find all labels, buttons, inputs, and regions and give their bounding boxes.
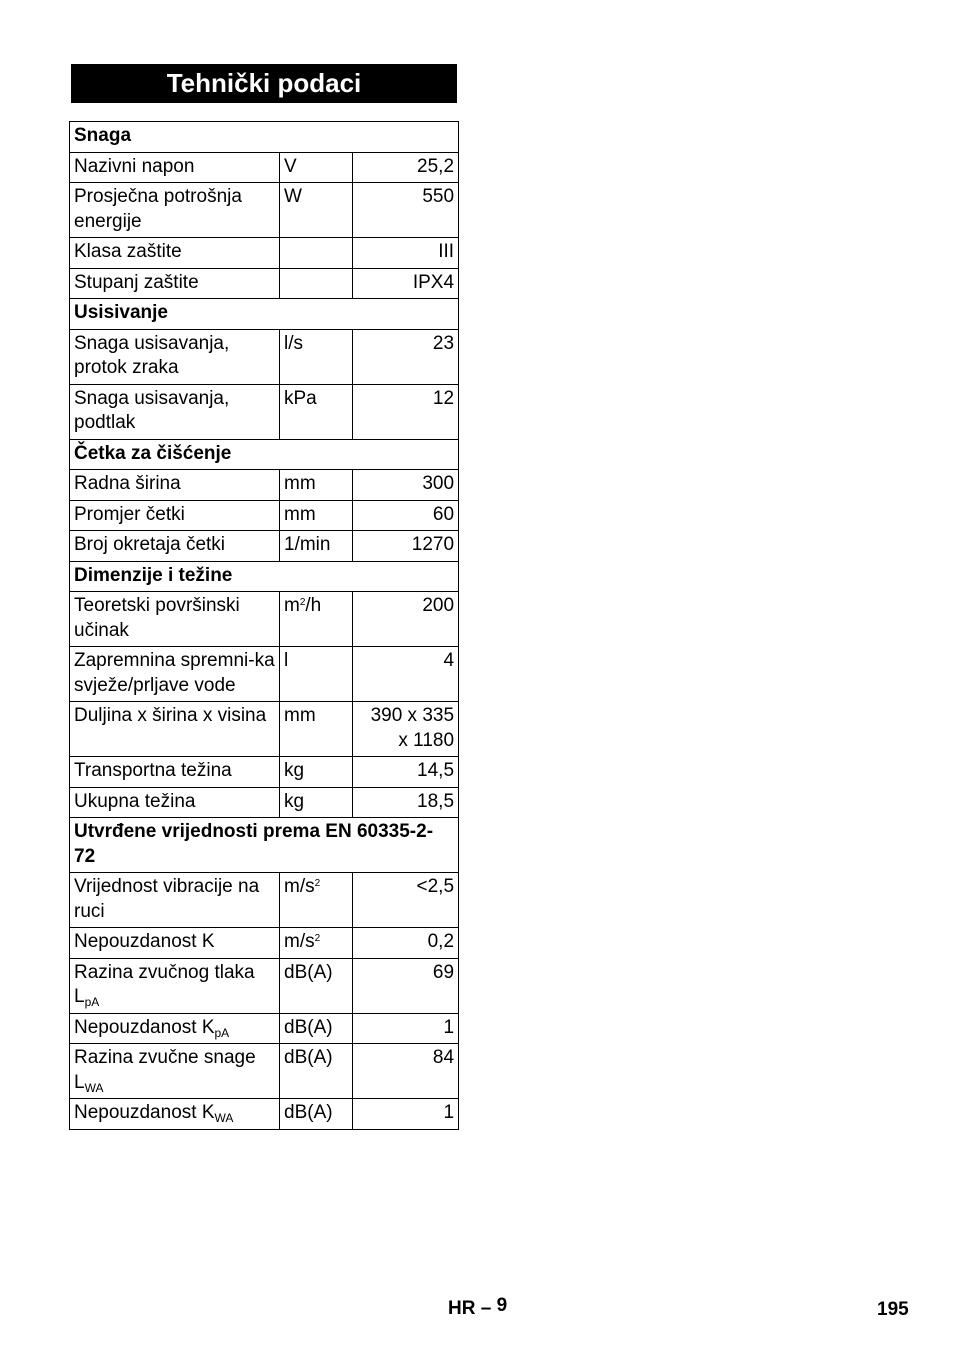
table-row [70, 1099, 459, 1130]
table-row [70, 152, 459, 183]
row-label: Duljina x širina x visina [74, 705, 267, 726]
row-label-cell [70, 592, 280, 647]
row-label-cell [70, 702, 280, 757]
row-value: 200 [353, 592, 459, 647]
row-unit-suffix: /h [305, 595, 322, 616]
row-label: Stupanj zaštite [74, 271, 199, 293]
row-value: 300 [353, 470, 459, 501]
section-header-row [70, 439, 459, 470]
row-label: Ukupna težina [74, 790, 196, 812]
table-row [70, 873, 459, 928]
row-value: <2,5 [353, 873, 459, 928]
row-label: Snaga usisavanja, protok zraka [74, 332, 230, 378]
row-label-cell [70, 873, 280, 928]
row-unit-cell [280, 1044, 353, 1099]
row-value: 14,5 [353, 757, 459, 788]
row-unit: mm [284, 503, 316, 525]
row-label-cell [70, 1099, 280, 1130]
row-label-cell [70, 152, 280, 183]
table-row [70, 702, 459, 757]
row-value: III [353, 238, 459, 269]
row-label: Razina zvučne snage L [74, 1047, 256, 1093]
footer-lang: HR [448, 1298, 476, 1319]
row-unit: m [284, 595, 300, 616]
row-value: 0,2 [353, 928, 459, 959]
row-label-cell [70, 500, 280, 531]
row-value: 4 [353, 647, 459, 702]
row-unit-cell [280, 329, 353, 384]
row-value: 390 x 335 x 1180 [353, 702, 459, 757]
row-label: Radna širina [74, 473, 181, 494]
row-label-subscript: pA [214, 1025, 230, 1040]
row-unit: dB(A) [284, 1016, 333, 1038]
row-label: Prosječna potrošnja energije [74, 186, 242, 232]
technical-data-table [69, 121, 459, 1130]
row-label-cell [70, 470, 280, 501]
table-row [70, 238, 459, 269]
table-row [70, 183, 459, 238]
row-unit: l [284, 650, 289, 671]
section-header-row [70, 122, 459, 153]
section-header-row [70, 818, 459, 873]
row-value: 550 [353, 183, 459, 238]
row-value: 69 [353, 958, 459, 1013]
row-unit-superscript: 2 [299, 597, 306, 608]
table-row [70, 928, 459, 959]
row-label: Klasa zaštite [74, 241, 182, 262]
row-unit: dB(A) [284, 1102, 333, 1123]
row-unit: m/s [284, 931, 315, 952]
row-label: Nepouzdanost K [74, 931, 215, 952]
row-label: Snaga usisavanja, podtlak [74, 387, 230, 433]
table-row [70, 500, 459, 531]
table-row [70, 268, 459, 299]
section-heading: Dimenzije i težine [70, 561, 459, 592]
row-unit: W [284, 186, 302, 207]
row-label: Teoretski površinski učinak [74, 595, 240, 641]
row-label: Nepouzdanost K [74, 1016, 215, 1038]
row-value: 23 [353, 329, 459, 384]
table-row [70, 647, 459, 702]
table-row [70, 592, 459, 647]
table-row [70, 787, 459, 818]
row-unit-cell [280, 1013, 353, 1044]
row-label: Nepouzdanost K [74, 1102, 215, 1123]
row-label-cell [70, 268, 280, 299]
section-heading: Utvrđene vrijednosti prema EN 60335-2-72 [70, 818, 459, 873]
row-unit-cell [280, 647, 353, 702]
section-header-row [70, 299, 459, 330]
row-label: Broj okretaja četki [74, 534, 226, 555]
row-unit-cell [280, 787, 353, 818]
row-unit: dB(A) [284, 961, 333, 983]
row-label: Promjer četki [74, 503, 185, 525]
section-heading: Snaga [70, 122, 459, 153]
row-label: Transportna težina [74, 760, 232, 781]
row-label: Razina zvučnog tlaka L [74, 961, 255, 1007]
row-value: 1 [353, 1099, 459, 1130]
row-unit: kg [284, 760, 305, 781]
row-label-subscript: WA [84, 1080, 104, 1095]
row-unit-cell [280, 873, 353, 928]
row-unit-cell [280, 757, 353, 788]
row-label-cell [70, 787, 280, 818]
row-unit-cell [280, 238, 353, 269]
row-unit-cell [280, 470, 353, 501]
row-unit: V [284, 155, 297, 177]
row-unit-cell [280, 702, 353, 757]
table-row [70, 329, 459, 384]
table-row [70, 1044, 459, 1099]
row-label-cell [70, 757, 280, 788]
row-unit-superscript: 2 [314, 933, 321, 944]
row-unit-cell [280, 183, 353, 238]
row-label-cell [70, 183, 280, 238]
row-label: Zapremnina spremni-ka svježe/prljave vode [74, 650, 275, 696]
table-row [70, 384, 459, 439]
table-row [70, 757, 459, 788]
row-unit-superscript: 2 [314, 878, 321, 889]
row-label-cell [70, 329, 280, 384]
row-label-cell [70, 958, 280, 1013]
page-title-text: Tehnički podaci [166, 68, 362, 98]
row-unit-cell [280, 592, 353, 647]
table-row [70, 1013, 459, 1044]
row-label-subscript: pA [84, 995, 100, 1009]
row-label-cell [70, 384, 280, 439]
footer-local-page: 9 [496, 1295, 508, 1316]
row-value: 1 [353, 1013, 459, 1044]
table-row [70, 470, 459, 501]
row-unit-cell [280, 958, 353, 1013]
footer-dash: – [480, 1298, 492, 1319]
row-unit-cell [280, 500, 353, 531]
row-unit: kPa [284, 387, 317, 409]
row-label: Vrijednost vibracije na ruci [74, 876, 260, 922]
row-value: IPX4 [353, 268, 459, 299]
row-unit-cell [280, 268, 353, 299]
row-unit-cell [280, 928, 353, 959]
row-unit-cell [280, 384, 353, 439]
row-label-cell [70, 238, 280, 269]
row-unit-cell [280, 531, 353, 562]
row-value: 12 [353, 384, 459, 439]
row-unit: m/s [284, 876, 315, 897]
row-unit: mm [284, 705, 316, 726]
row-unit: mm [284, 473, 316, 494]
section-heading: Četka za čišćenje [70, 439, 459, 470]
row-label-subscript: WA [214, 1111, 234, 1125]
row-unit-cell [280, 1099, 353, 1130]
page-title [71, 64, 457, 103]
row-value: 60 [353, 500, 459, 531]
row-value: 84 [353, 1044, 459, 1099]
row-unit-cell [280, 152, 353, 183]
row-label-cell [70, 531, 280, 562]
row-unit: dB(A) [284, 1047, 333, 1068]
row-value: 18,5 [353, 787, 459, 818]
row-label-cell [70, 1044, 280, 1099]
row-value: 25,2 [353, 152, 459, 183]
row-unit: 1/min [284, 534, 331, 555]
row-unit: l/s [284, 332, 303, 354]
page-number: 195 [877, 1299, 909, 1320]
table-row [70, 531, 459, 562]
section-header-row [70, 561, 459, 592]
row-label: Nazivni napon [74, 155, 195, 177]
row-label-cell [70, 1013, 280, 1044]
row-label-cell [70, 928, 280, 959]
row-value: 1270 [353, 531, 459, 562]
footer-section-label [448, 1295, 508, 1320]
section-heading: Usisivanje [70, 299, 459, 330]
row-unit: kg [284, 790, 305, 812]
row-label-cell [70, 647, 280, 702]
table-row [70, 958, 459, 1013]
